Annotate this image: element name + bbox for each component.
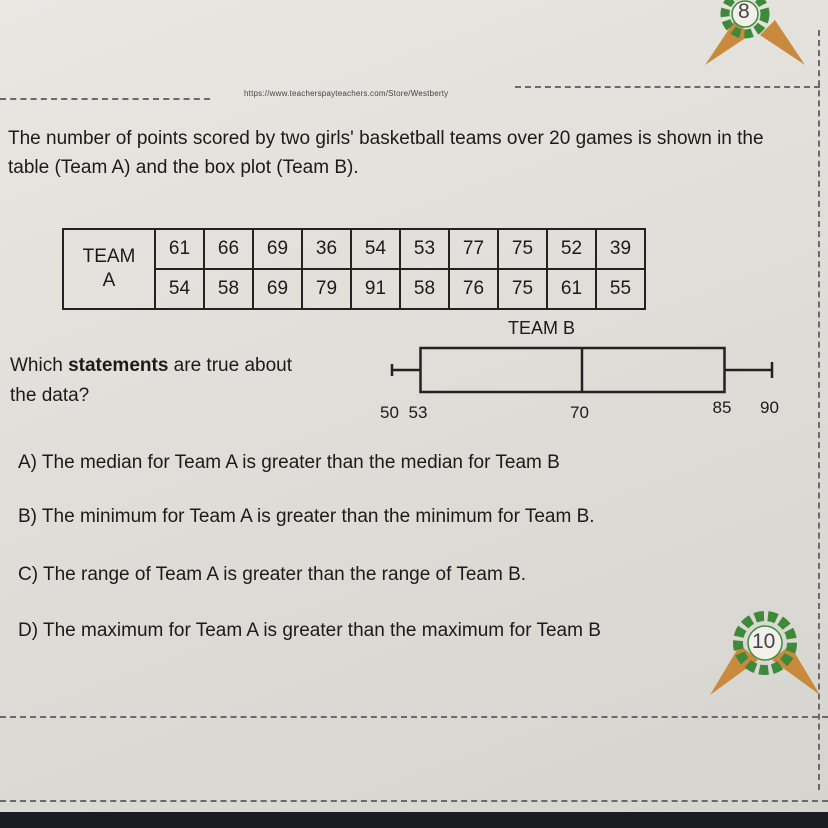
question-bold: statements [68,355,169,376]
question-text [10,351,310,411]
badge-top-icon [695,0,815,70]
question-suffix: are true about the data? [10,355,292,406]
table-cell: 79 [302,269,351,309]
badge-top-number: 8 [738,0,750,23]
table-cell: 61 [155,229,204,269]
question-prefix: Which [10,355,69,376]
team-a-label [63,229,155,309]
team-a-label-line2: A [102,270,116,291]
table-cell: 36 [302,229,351,269]
boxplot-tick-label: 70 [570,403,589,422]
option-c[interactable]: C) The range of Team A is greater than the range of Team B. [18,564,527,585]
table-cell: 58 [204,269,253,309]
table-cell: 69 [253,229,302,269]
table-cell: 75 [498,269,547,309]
boxplot-tick-label: 90 [760,398,779,417]
team-a-table [62,228,646,310]
boxplot-title: TEAM B [508,318,576,338]
badge-bottom-number: 10 [752,630,776,653]
boxplot-tick-label: 85 [712,398,732,417]
problem-prompt: The number of points scored by two girls' basketball teams over 20 games is shown in the table (Team A) and the box plot (Team B). [8,128,764,178]
top-dashed-line-right [515,86,820,88]
source-url: https://www.teacherspayteachers.com/Store/Westberty [244,89,449,98]
table-cell: 75 [498,229,547,269]
table-cell: 77 [449,229,498,269]
team-a-label-line1: TEAM [82,246,136,267]
top-dashed-line-left [0,98,210,100]
table-cell: 54 [351,229,400,269]
device-bezel [0,812,828,828]
table-cell: 66 [204,229,253,269]
boxplot-box [421,348,725,392]
table-cell: 76 [449,269,498,309]
option-a[interactable]: A) The median for Team A is greater than the median for Team B [18,452,560,473]
option-b[interactable]: B) The minimum for Team A is greater than the minimum for Team B. [18,506,595,527]
bottom-dashed-line-2 [0,800,828,802]
table-cell: 58 [400,269,449,309]
boxplot-tick-label: 50 [380,403,399,422]
table-cell: 39 [596,229,645,269]
table-cell: 61 [547,269,596,309]
bottom-dashed-line-1 [0,716,828,718]
table-cell: 53 [400,229,449,269]
boxplot-tick-label: 53 [408,403,428,422]
table-cell: 69 [253,269,302,309]
table-cell: 91 [351,269,400,309]
table-cell: 54 [155,269,204,309]
table-cell: 55 [596,269,645,309]
table-cell: 52 [547,229,596,269]
table-row [63,229,645,269]
option-d[interactable]: D) The maximum for Team A is greater than the maximum for Team B [18,620,601,641]
team-b-boxplot [360,338,790,398]
